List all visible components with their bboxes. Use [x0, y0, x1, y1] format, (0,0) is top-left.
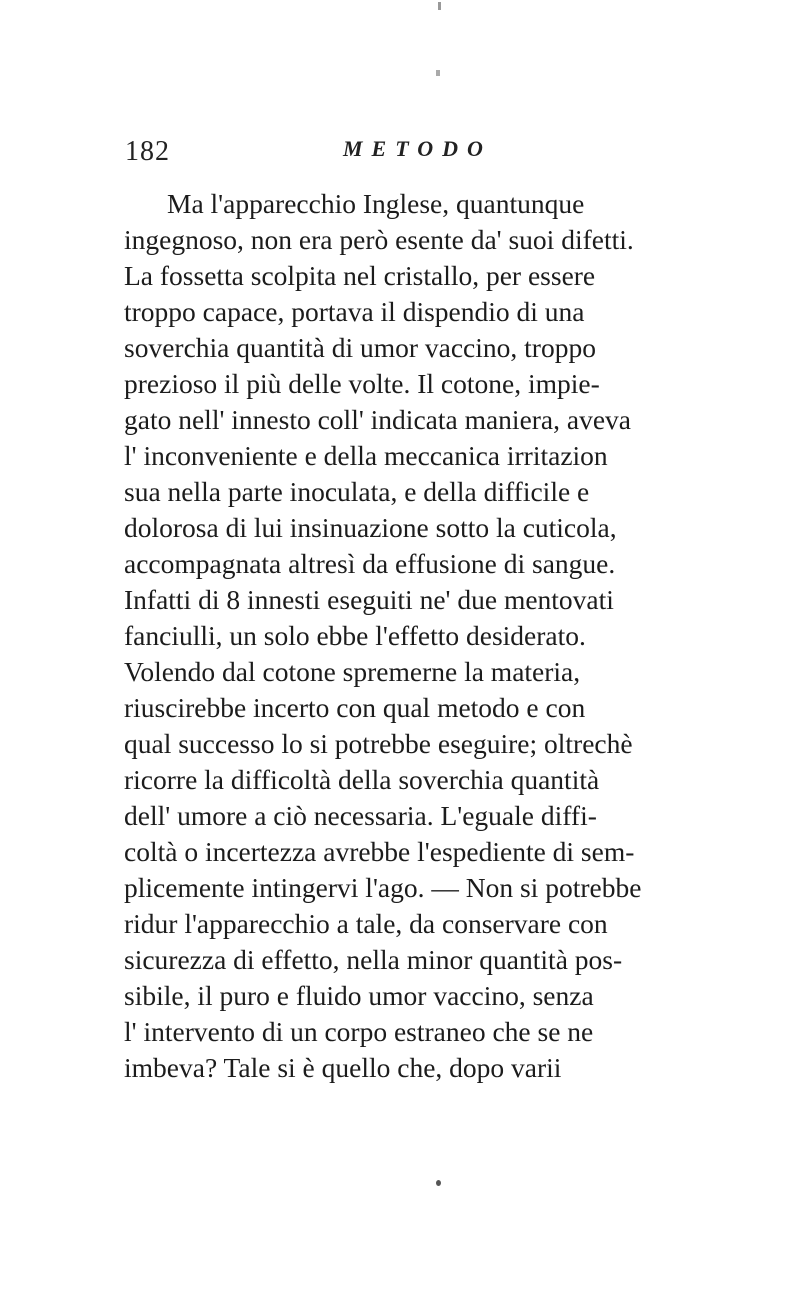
text-line: accompagnata altresì da effusione di sangue.: [124, 548, 616, 579]
text-line: imbeva? Tale si è quello che, dopo varii: [124, 1052, 562, 1083]
ink-dot: [436, 1180, 441, 1186]
text-line: sicurezza di effetto, nella minor quantità pos-: [124, 944, 623, 975]
text-line: sibile, il puro e fluido umor vaccino, senza: [124, 980, 594, 1011]
text-line: l' inconveniente e della meccanica irritazion: [124, 440, 608, 471]
text-line: plicemente intingervi l'ago. — Non si potrebbe: [124, 872, 642, 903]
text-line: fanciulli, un solo ebbe l'effetto desiderato.: [124, 620, 586, 651]
page-header: [125, 130, 685, 180]
text-line: coltà o incertezza avrebbe l'espediente di sem-: [124, 836, 635, 867]
text-line: ridur l'apparecchio a tale, da conservare con: [124, 908, 608, 939]
text-line: riuscirebbe incerto con qual metodo e con: [124, 692, 586, 723]
text-line: soverchia quantità di umor vaccino, troppo: [124, 332, 596, 363]
text-line: gato nell' innesto coll' indicata maniera, aveva: [124, 404, 632, 435]
text-line: sua nella parte inoculata, e della difficile e: [124, 476, 590, 507]
text-line: La fossetta scolpita nel cristallo, per essere: [124, 260, 596, 291]
text-line: Volendo dal cotone spremerne la materia,: [124, 656, 581, 687]
text-line: dell' umore a ciò necessaria. L'eguale diffi-: [124, 800, 597, 831]
running-head: METODO: [343, 136, 492, 161]
text-line: ricorre la difficoltà della soverchia quantità: [124, 764, 600, 795]
text-line: Ma l'apparecchio Inglese, quantunque: [167, 188, 585, 219]
ink-mark: [438, 2, 441, 10]
page-number: 182: [125, 136, 170, 167]
text-line: prezioso il più delle volte. Il cotone, impie-: [124, 368, 600, 399]
text-line: ingegnoso, non era però esente da' suoi difetti.: [124, 224, 634, 255]
ink-mark: [436, 70, 440, 76]
text-line: troppo capace, portava il dispendio di una: [124, 296, 585, 327]
text-line: Infatti di 8 innesti eseguiti ne' due mentovati: [124, 584, 614, 615]
text-line: dolorosa di lui insinuazione sotto la cuticola,: [124, 512, 617, 543]
text-line: l' intervento di un corpo estraneo che se ne: [124, 1016, 594, 1047]
text-line: qual successo lo si potrebbe eseguire; oltrechè: [124, 728, 633, 759]
